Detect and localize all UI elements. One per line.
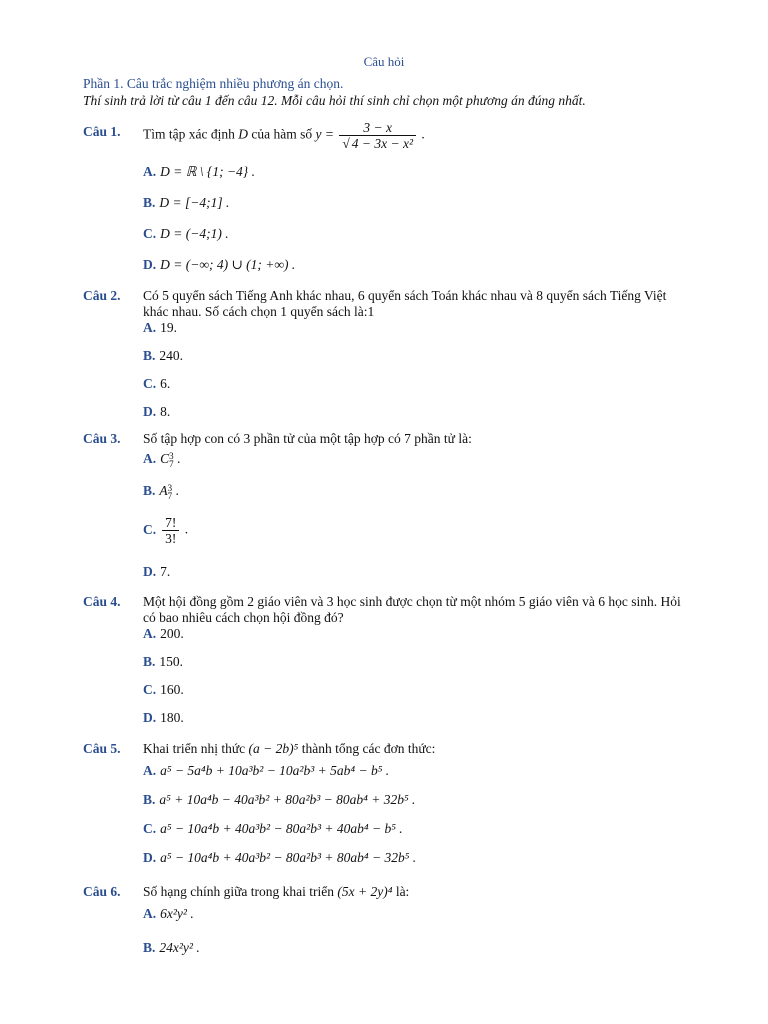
section-heading: Phần 1. Câu trắc nghiệm nhiều phương án chọn. [83, 76, 344, 91]
question-text: Một hội đồng gồm 2 giáo viên và 3 học sinh được chọn từ một nhóm 5 giáo viên và 6 học sinh. Hỏi có bao nhiêu cách chọn hội đồng đó? [143, 594, 681, 625]
option-a[interactable]: A. 19. [143, 320, 177, 335]
option-b[interactable]: B. D = [−4;1] . [143, 195, 230, 210]
option-a[interactable]: A. C 3 7 . [143, 450, 181, 469]
option-a[interactable]: A. D = ℝ \ {1; −4} . [143, 164, 255, 179]
option-b[interactable]: B. 150. [143, 654, 184, 669]
question-label: Câu 1. [83, 124, 121, 139]
question-5 [83, 741, 693, 871]
page-title: Câu hỏi [363, 54, 405, 69]
question-3 [83, 431, 693, 581]
option-c[interactable]: C. 160. [143, 682, 184, 697]
option-b[interactable]: B. A 3 7 . [143, 482, 179, 501]
option-b[interactable]: B. 240. [143, 348, 184, 363]
option-b[interactable]: B. 24x²y² . [143, 940, 200, 955]
question-label: Câu 4. [83, 594, 121, 609]
option-d[interactable]: D. D = (−∞; 4) ∪ (1; +∞) . [143, 257, 296, 272]
option-d[interactable]: D. 8. [143, 404, 171, 419]
option-b[interactable]: B. a⁵ + 10a⁴b − 40a³b² + 80a²b³ − 80ab⁴ + 32b⁵ . [143, 792, 416, 807]
option-c[interactable]: C. D = (−4;1) . [143, 226, 229, 241]
option-d[interactable]: D. 180. [143, 710, 184, 725]
option-a[interactable]: A. 200. [143, 626, 184, 641]
option-c[interactable]: C. 6. [143, 376, 171, 391]
question-label: Câu 3. [83, 431, 121, 446]
option-c[interactable]: C. $\frac{7!}{3!}$ . [143, 515, 189, 546]
question-6 [83, 884, 693, 964]
question-label: Câu 6. [83, 884, 121, 899]
question-2 [83, 288, 693, 423]
question-text: Số hạng chính giữa trong khai triển (5x + 2y)⁴ là: [143, 884, 410, 899]
question-text: Có 5 quyển sách Tiếng Anh khác nhau, 6 quyển sách Toán khác nhau và 8 quyển sách Tiếng Việt khác nhau. Số cách chọn 1 quyển sách là:1 [143, 288, 667, 319]
option-d[interactable]: D. 7. [143, 564, 171, 579]
question-4 [83, 594, 693, 729]
question-text: Khai triển nhị thức (a − 2b)⁵ thành tổng các đơn thức: [143, 741, 436, 756]
fraction: $\frac{3 - x}{\text{√ 4 − 3x − x²}}$ [339, 120, 416, 151]
question-text: Số tập hợp con có 3 phần tử của một tập hợp có 7 phần tử là: [143, 431, 472, 446]
option-d[interactable]: D. a⁵ − 10a⁴b + 40a³b² − 80a²b³ + 80ab⁴ − 32b⁵ . [143, 850, 417, 865]
question-1 [83, 120, 693, 274]
option-a[interactable]: A. a⁵ − 5a⁴b + 10a³b² − 10a²b³ + 5ab⁴ − b⁵ . [143, 763, 390, 778]
question-label: Câu 2. [83, 288, 121, 303]
question-text: Tìm tập xác định D của hàm số y = $\frac{3 - x}{\text{√ 4 − 3x − x²}}$ . [143, 120, 425, 151]
option-a[interactable]: A. 6x²y² . [143, 906, 194, 921]
question-label: Câu 5. [83, 741, 121, 756]
option-c[interactable]: C. a⁵ − 10a⁴b + 40a³b² − 80a²b³ + 40ab⁴ − b⁵ . [143, 821, 403, 836]
instruction-text: Thí sinh trả lời từ câu 1 đến câu 12. Mỗi câu hỏi thí sinh chỉ chọn một phương án đúng nhất. [83, 93, 586, 108]
